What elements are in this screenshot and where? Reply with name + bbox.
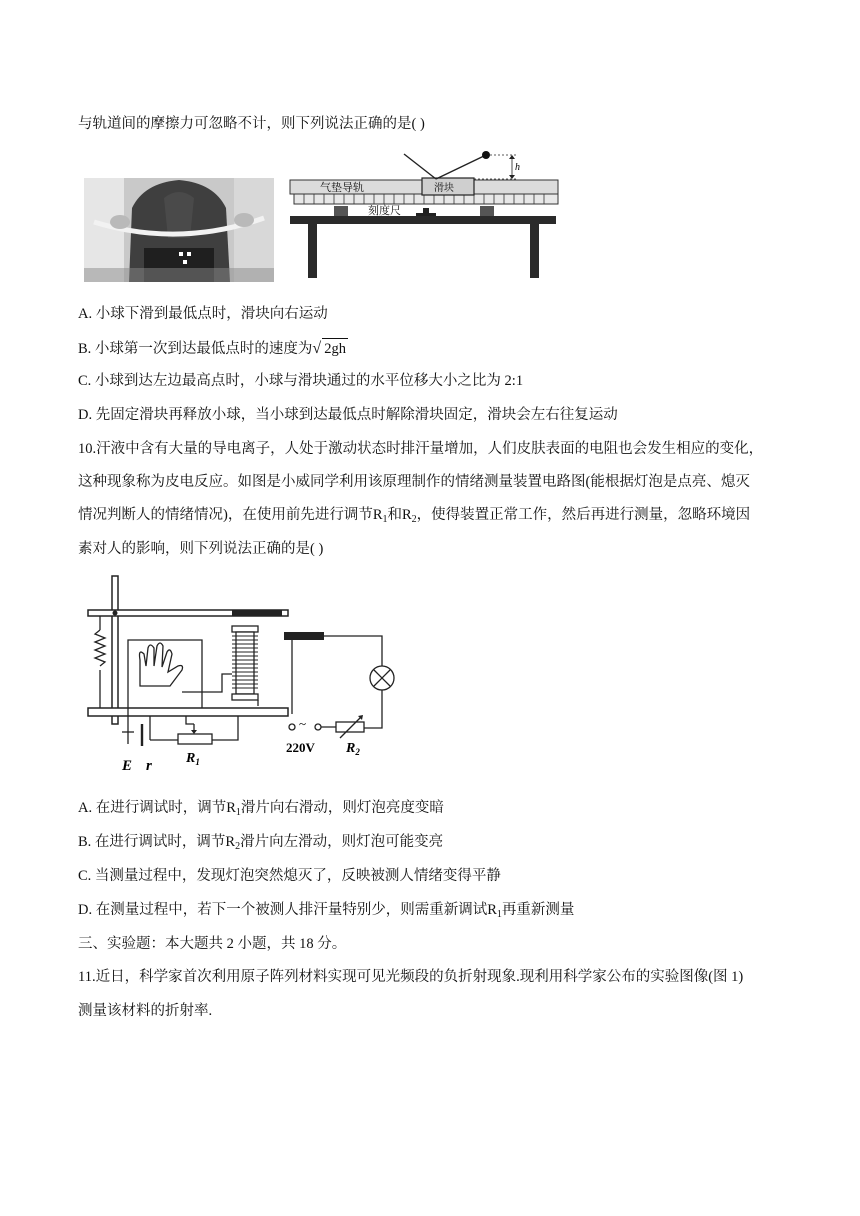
label-R2: $R_2$ [346,741,360,757]
label-E: E [122,758,133,774]
label-220V: 220V [286,740,315,755]
q10-option-b [78,832,443,857]
label-ruler: 刻度尺 [368,205,401,217]
radicand: 2gh [322,338,348,359]
q9-stem-end: 与轨道间的摩擦力可忽略不计，则下列说法正确的是( ) [78,116,425,132]
label-ac-symbol: ~ [299,716,307,731]
q10-stem-3a: 情况判断人的情绪情况)，在使用前先进行调节R [78,507,383,523]
q10-option-d [78,900,574,925]
q10-stem-line-3 [78,505,750,530]
q10-option-a [78,798,444,823]
q10-option-d-text: D. 在测量过程中，若下一个被测人排汗量特别少，则需重新调试R [78,902,497,918]
q9-photo [84,178,274,282]
q9-option-d: D. 先固定滑块再释放小球，当小球到达最低点时解除滑块固定，滑块会左右往复运动 [78,407,618,423]
q10-circuit-diagram [82,574,412,774]
q9-option-b-text: B. 小球第一次到达最低点时的速度为 [78,341,313,357]
label-slider: 滑块 [434,183,454,194]
q10-option-b-text: B. 在进行调试时，调节R [78,834,236,850]
q9-option-b [78,338,348,359]
q10-option-c: C. 当测量过程中，发现灯泡突然熄灭了，反映被测人情绪变得平静 [78,868,501,884]
q10-stem-3-sub2: 2 [411,514,417,525]
q10-option-b-text-2: 滑片向左滑动，则灯泡可能变亮 [240,834,444,850]
q10-stem-3-sub1: 1 [382,514,388,525]
label-r: r [146,758,152,774]
q9-option-a: A. 小球下滑到最低点时，滑块向右运动 [78,306,328,322]
q9-air-track-diagram [286,150,566,280]
q10-option-b-sub: 2 [235,841,241,852]
q10-stem-3e: ，使得装置正常工作，然后再进行测量，忽略环境因 [416,507,751,523]
radical-sign: √ [312,340,322,357]
q10-option-d-text-2: 再重新测量 [501,902,575,918]
q10-option-a-sub: 1 [235,807,241,818]
q10-stem-line-4: 素对人的影响，则下列说法正确的是( ) [78,541,324,557]
q10-stem-line-2: 这种现象称为皮电反应。如图是小威同学利用该原理制作的情绪测量装置电路图(能根据灯泡是点亮、熄灭 [78,474,750,490]
section-3-heading: 三、实验题：本大题共 2 小题，共 18 分。 [78,936,347,952]
q11-stem-line-2: 测量该材料的折射率. [78,1003,213,1019]
q10-option-a-text: A. 在进行调试时，调节R [78,800,236,816]
label-R1: $R_1$ [186,751,200,767]
label-h: h [515,162,520,173]
q9-option-c: C. 小球到达左边最高点时，小球与滑块通过的水平位移大小之比为 2:1 [78,373,524,389]
label-air-track: 气垫导轨 [320,182,364,194]
q10-stem-line-1: 10.汗液中含有大量的导电离子，人处于激动状态时排汗量增加，人们皮肤表面的电阻也会发生相应的变化， [78,441,764,457]
q10-option-d-sub: 1 [496,909,502,920]
q10-option-a-text-2: 滑片向右滑动，则灯泡亮度变暗 [240,800,444,816]
q11-stem-line-1: 11.近日，科学家首次利用原子阵列材料实现可见光频段的负折射现象.现利用科学家公布的实验图像(图 1) [78,969,744,985]
q10-stem-3c: 和R [387,507,412,523]
